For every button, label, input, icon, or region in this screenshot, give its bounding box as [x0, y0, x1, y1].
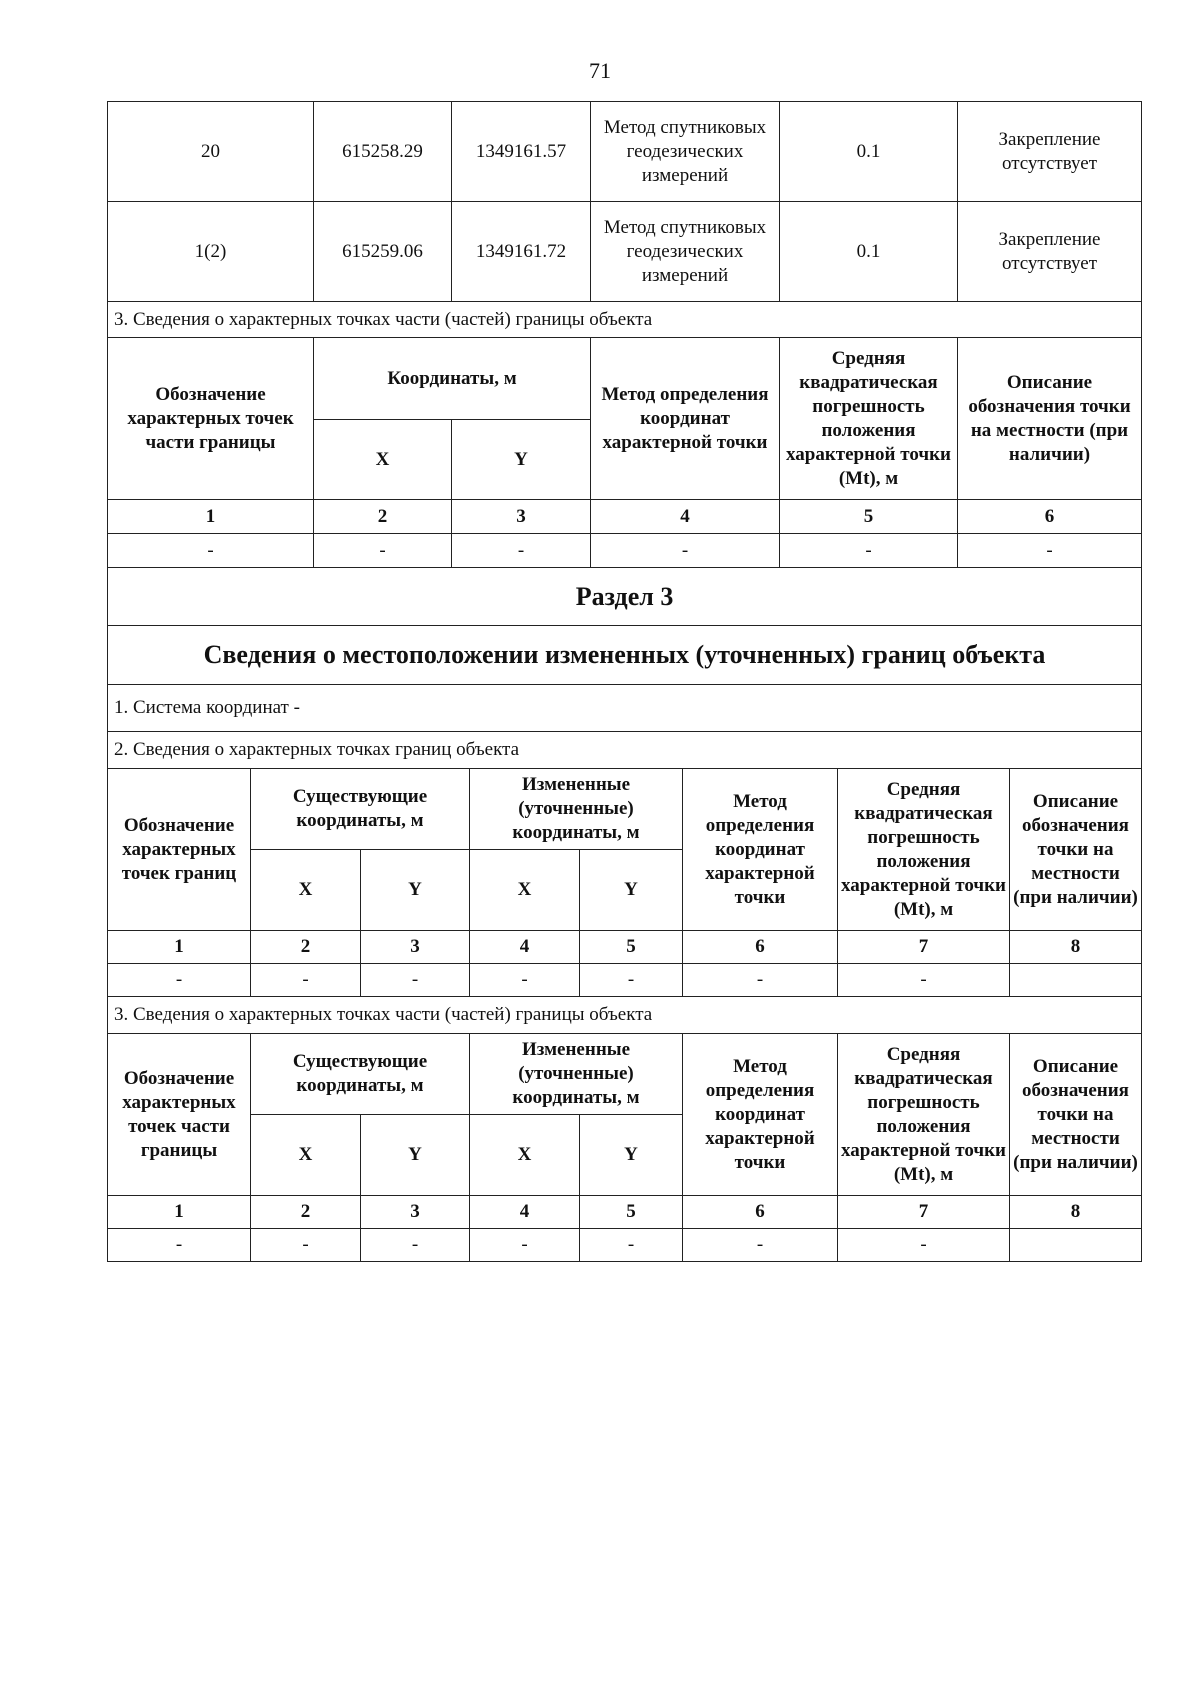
- column-number: 1: [108, 931, 251, 964]
- header-y: Y: [580, 1115, 683, 1196]
- part-points-title: 3. Сведения о характерных точках части (частей) границы объекта: [108, 997, 1142, 1034]
- header-mt: Средняя квадратическая погрешность положения характерной точки (Mt), м: [838, 769, 1010, 931]
- table-row: [108, 534, 1142, 568]
- column-number: 4: [591, 500, 780, 534]
- empty-cell: -: [108, 964, 251, 997]
- column-number: 4: [470, 1196, 580, 1229]
- empty-cell: -: [838, 964, 1010, 997]
- empty-cell: -: [108, 1229, 251, 1262]
- empty-cell: -: [780, 534, 958, 568]
- empty-cell: -: [314, 534, 452, 568]
- table-row: [108, 202, 1142, 302]
- header-name: Обозначение характерных точек части границы: [108, 338, 314, 500]
- coord-y: 1349161.57: [452, 102, 591, 202]
- column-number: 8: [1010, 931, 1142, 964]
- empty-cell: -: [591, 534, 780, 568]
- column-number: 1: [108, 1196, 251, 1229]
- empty-cell: -: [470, 1229, 580, 1262]
- header-changed-coords: Измененные (уточненные) координаты, м: [470, 1034, 683, 1115]
- coord-system: 1. Система координат -: [108, 685, 1142, 732]
- header-method: Метод определения координат характерной точки: [683, 769, 838, 931]
- column-number: 6: [683, 1196, 838, 1229]
- header-existing-coords: Существующие координаты, м: [251, 1034, 470, 1115]
- point-name: 1(2): [108, 202, 314, 302]
- section3-table: [107, 567, 1142, 1262]
- column-number: 7: [838, 1196, 1010, 1229]
- mt-value: 0.1: [780, 202, 958, 302]
- empty-cell: -: [958, 534, 1142, 568]
- section2-table: [107, 101, 1142, 568]
- header-method: Метод определения координат характерной точки: [683, 1034, 838, 1196]
- header-desc: Описание обозначения точки на местности (при наличии): [1010, 769, 1142, 931]
- header-y: Y: [361, 1115, 470, 1196]
- coord-x: 615259.06: [314, 202, 452, 302]
- header-x: X: [314, 420, 452, 500]
- coord-x: 615258.29: [314, 102, 452, 202]
- coord-y: 1349161.72: [452, 202, 591, 302]
- empty-cell: -: [361, 964, 470, 997]
- column-number: 5: [780, 500, 958, 534]
- column-number: 3: [361, 1196, 470, 1229]
- empty-cell: [1010, 964, 1142, 997]
- empty-cell: -: [838, 1229, 1010, 1262]
- column-number: 3: [452, 500, 591, 534]
- empty-cell: -: [580, 964, 683, 997]
- point-desc: Закрепление отсутствует: [958, 102, 1142, 202]
- header-x: X: [470, 1115, 580, 1196]
- empty-cell: -: [251, 964, 361, 997]
- point-name: 20: [108, 102, 314, 202]
- empty-cell: -: [580, 1229, 683, 1262]
- empty-cell: -: [361, 1229, 470, 1262]
- point-desc: Закрепление отсутствует: [958, 202, 1142, 302]
- header-x: X: [251, 850, 361, 931]
- header-name: Обозначение характерных точек границ: [108, 769, 251, 931]
- section-title: Раздел 3: [108, 568, 1142, 626]
- empty-cell: -: [470, 964, 580, 997]
- header-existing-coords: Существующие координаты, м: [251, 769, 470, 850]
- column-number: 2: [251, 1196, 361, 1229]
- column-number: 6: [683, 931, 838, 964]
- header-mt: Средняя квадратическая погрешность положения характерной точки (Mt), м: [838, 1034, 1010, 1196]
- header-changed-coords: Измененные (уточненные) координаты, м: [470, 769, 683, 850]
- column-number: 3: [361, 931, 470, 964]
- column-number: 5: [580, 931, 683, 964]
- mt-value: 0.1: [780, 102, 958, 202]
- column-number: 8: [1010, 1196, 1142, 1229]
- header-x: X: [251, 1115, 361, 1196]
- header-name: Обозначение характерных точек части границы: [108, 1034, 251, 1196]
- method: Метод спутниковых геодезических измерений: [591, 202, 780, 302]
- header-desc: Описание обозначения точки на местности (при наличии): [1010, 1034, 1142, 1196]
- column-number: 1: [108, 500, 314, 534]
- empty-cell: -: [683, 1229, 838, 1262]
- table-row: [108, 102, 1142, 202]
- section-subtitle: Сведения о местоположении измененных (уточненных) границ объекта: [108, 626, 1142, 685]
- header-desc: Описание обозначения точки на местности (при наличии): [958, 338, 1142, 500]
- points-title: 2. Сведения о характерных точках границ объекта: [108, 732, 1142, 769]
- empty-cell: [1010, 1229, 1142, 1262]
- header-y: Y: [452, 420, 591, 500]
- empty-cell: -: [108, 534, 314, 568]
- table-row: [108, 964, 1142, 997]
- method: Метод спутниковых геодезических измерений: [591, 102, 780, 202]
- empty-cell: -: [251, 1229, 361, 1262]
- header-coords: Координаты, м: [314, 338, 591, 420]
- column-number: 5: [580, 1196, 683, 1229]
- column-number: 4: [470, 931, 580, 964]
- column-number: 2: [251, 931, 361, 964]
- header-y: Y: [361, 850, 470, 931]
- page-number: 71: [589, 58, 611, 83]
- column-number: 7: [838, 931, 1010, 964]
- header-y: Y: [580, 850, 683, 931]
- column-number: 2: [314, 500, 452, 534]
- empty-cell: -: [452, 534, 591, 568]
- header-mt: Средняя квадратическая погрешность положения характерной точки (Mt), м: [780, 338, 958, 500]
- column-number: 6: [958, 500, 1142, 534]
- header-x: X: [470, 850, 580, 931]
- table-row: [108, 1229, 1142, 1262]
- part-points-title: 3. Сведения о характерных точках части (частей) границы объекта: [108, 302, 1142, 338]
- empty-cell: -: [683, 964, 838, 997]
- header-method: Метод определения координат характерной точки: [591, 338, 780, 500]
